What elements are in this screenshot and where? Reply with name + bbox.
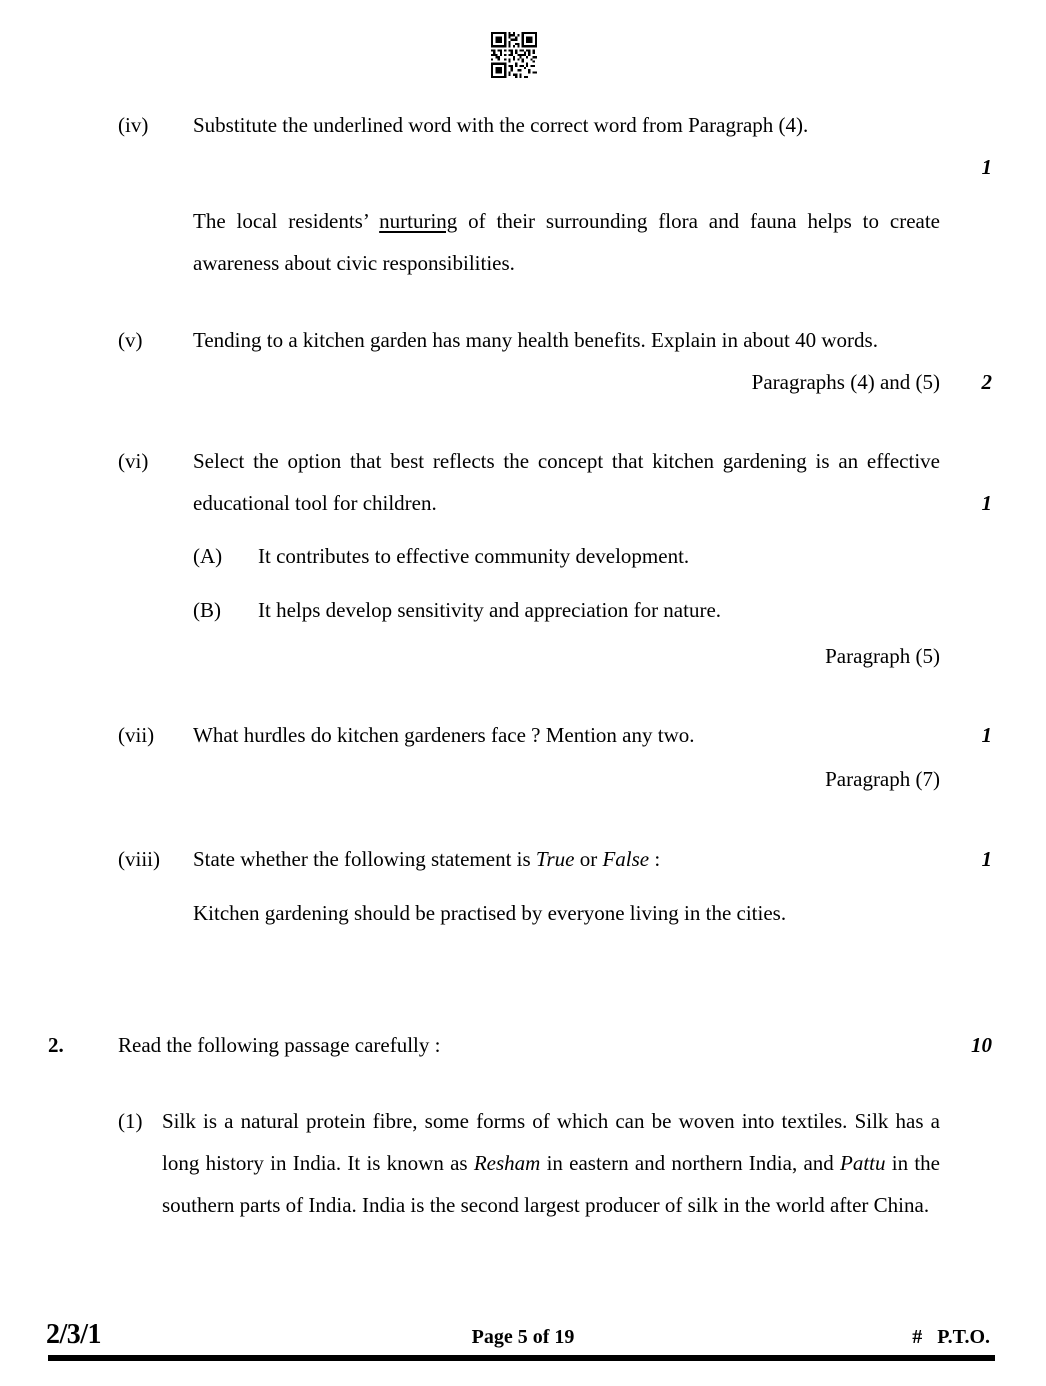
question-vii: [0, 714, 1046, 756]
question-iv-sentence-text: [193, 200, 940, 284]
footer-pto-label: # P.T.O.: [912, 1326, 990, 1348]
question-vi-stem: Select the option that best reflects the concept that kitchen gardening is an effective educational tool for children.: [193, 449, 940, 515]
question-viii-statement: [0, 892, 1046, 934]
question-vi: [0, 440, 1046, 524]
passage-paragraph-1: [118, 1100, 940, 1226]
question-v-label: (v): [118, 328, 143, 352]
stem-italic-false: False: [602, 847, 650, 871]
main-question-2-marks: 10: [971, 1033, 992, 1057]
sentence-suffix: of their surrounding flora and fauna helps to create awareness about civic responsibilities.: [193, 209, 940, 275]
footer-paper-code: 2/3/1: [46, 1319, 102, 1350]
question-iv-sentence: [0, 200, 1046, 284]
option-b[interactable]: [193, 589, 940, 631]
question-vii-stem: What hurdles do kitchen gardeners face ? Mention any two.: [193, 723, 695, 747]
option-a[interactable]: [193, 535, 940, 577]
sentence-prefix: The local residents’: [193, 209, 380, 233]
underlined-word: nurturing: [379, 209, 458, 233]
question-v: [0, 319, 1046, 394]
question-vii-label: (vii): [118, 723, 155, 747]
stem-italic-true: True: [535, 847, 575, 871]
question-viii-statement-text: Kitchen gardening should be practised by everyone living in the cities.: [193, 901, 787, 925]
question-iv-stem: Substitute the underlined word with the correct word from Paragraph (4).: [193, 113, 809, 137]
question-v-stem: [193, 319, 940, 361]
option-b-text: It helps develop sensitivity and appreciation for nature.: [258, 598, 722, 622]
footer-page-number: Page 5 of 19: [471, 1326, 575, 1348]
question-vi-label: (vi): [118, 449, 149, 473]
question-vii-reference: Paragraph (7): [825, 767, 940, 791]
question-vii-marks: 1: [981, 723, 992, 747]
question-iv-marks: 1: [981, 155, 992, 179]
stem-middle: or: [574, 847, 603, 871]
passage-part2: in eastern and northern India, and: [540, 1151, 841, 1175]
question-v-reference: Paragraphs (4) and (5): [751, 370, 940, 394]
option-a-label: (A): [193, 544, 223, 568]
option-b-label: (B): [193, 598, 221, 622]
question-viii: [0, 838, 1046, 880]
question-vi-reference: Paragraph (5): [825, 644, 940, 668]
main-question-2: [0, 1024, 1046, 1066]
question-v-marks: 2: [981, 370, 992, 394]
passage-text: [162, 1100, 940, 1226]
passage-italic-resham: Resham: [473, 1151, 541, 1175]
stem-prefix: State whether the following statement is: [193, 847, 536, 871]
main-question-2-number: 2.: [48, 1033, 64, 1057]
question-viii-stem: [193, 838, 940, 880]
passage-number: (1): [118, 1109, 143, 1133]
question-viii-label: (viii): [118, 847, 160, 871]
question-viii-marks: 1: [981, 847, 992, 871]
passage-part3: in the southern parts of India. India is the second largest producer of silk in the world after China.: [162, 1151, 940, 1217]
question-iv: [0, 104, 1046, 179]
passage-italic-pattu: Pattu: [840, 1151, 886, 1175]
main-question-2-instruction: Read the following passage carefully :: [118, 1033, 441, 1057]
passage-part1: Silk is a natural protein fibre, some forms of which can be woven into textiles. Silk has a long history in India. It is known as: [162, 1109, 940, 1175]
stem-suffix: :: [649, 847, 661, 871]
question-vi-marks: 1: [981, 491, 992, 515]
qr-code-icon: [490, 32, 538, 78]
question-v-stem-text: Tending to a kitchen garden has many health benefits. Explain in about 40 words.: [193, 328, 878, 352]
footer-divider: [48, 1355, 995, 1361]
question-iv-label: (iv): [118, 113, 149, 137]
option-a-text: It contributes to effective community development.: [258, 544, 690, 568]
